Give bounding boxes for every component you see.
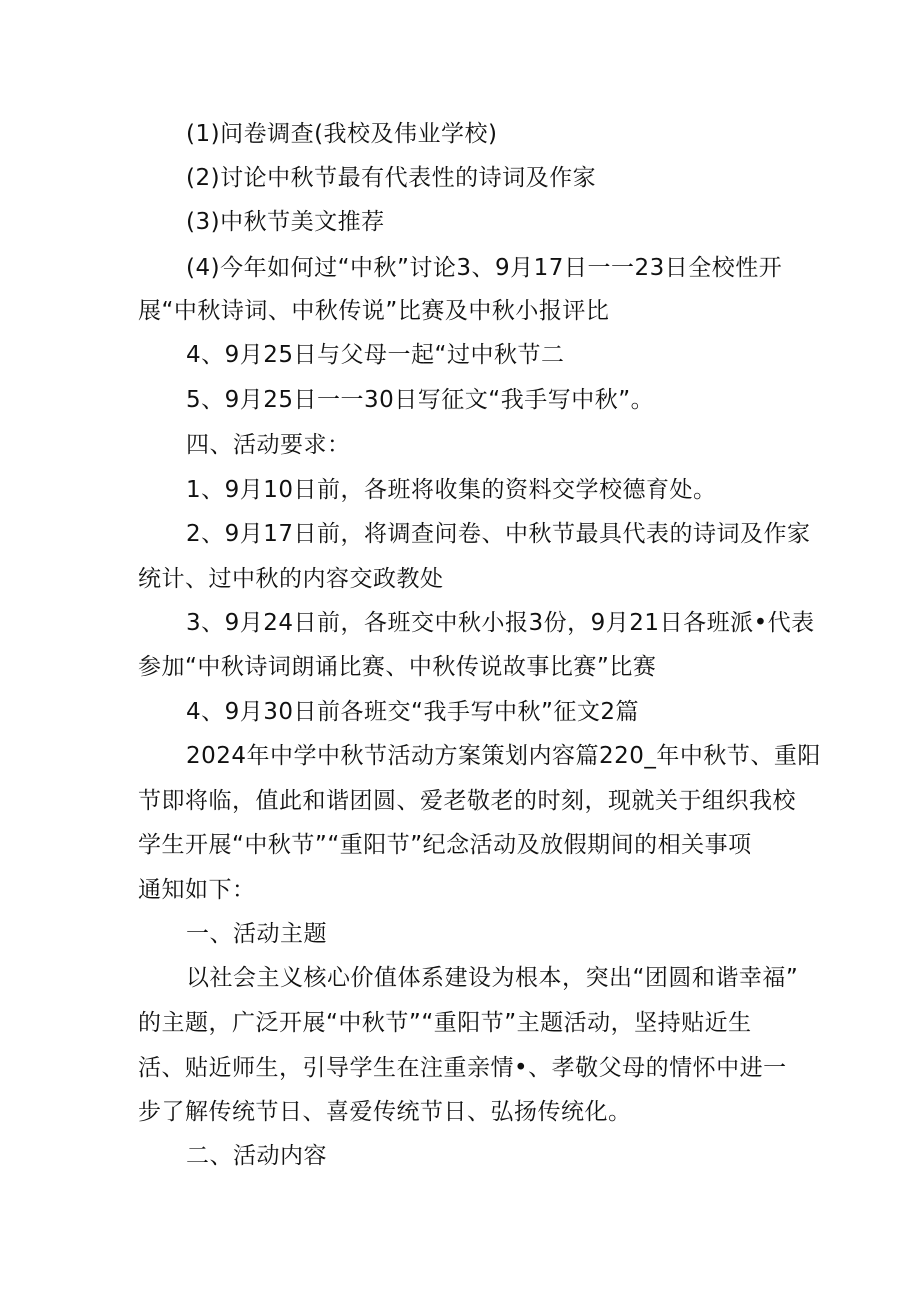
text-line: (2)讨论中秋节最有代表性的诗词及作家 [186,165,597,191]
text-line: 参加“中秋诗词朗诵比赛、中秋传说故事比赛”比赛 [138,654,657,680]
text-line: 2024年中学中秋节活动方案策划内容篇220_年中秋节、重阳 [186,743,821,769]
text-line: 4、9月30日前各班交“我手写中秋”征文2篇 [186,699,639,725]
section-heading: 四、活动要求： [186,432,351,458]
section-heading: 二、活动内容 [186,1143,327,1169]
section-heading: 一、活动主题 [186,921,327,947]
text-line: 活、贴近师生，引导学生在注重亲情•、孝敬父母的情怀中进一 [138,1055,787,1081]
text-line: 展“中秋诗词、中秋传说”比赛及中秋小报评比 [138,298,610,324]
text-line: (4)今年如何过“中秋”讨论3、9月17日一一23日全校性开 [186,255,783,281]
text-line: 3、9月24日前，各班交中秋小报3份，9月21日各班派•代表 [186,610,815,636]
text-line: 以社会主义核心价值体系建设为根本，突出“团圆和谐幸福” [186,965,799,991]
text-line: (1)问卷调查(我校及伟业学校) [186,121,498,147]
text-line: (3)中秋节美文推荐 [186,209,385,235]
text-line: 学生开展“中秋节”“重阳节”纪念活动及放假期间的相关事项 [138,832,752,858]
text-line: 的主题，广泛开展“中秋节”“重阳节”主题活动，坚持贴近生 [138,1010,752,1036]
text-line: 步了解传统节日、喜爱传统节日、弘扬传统化。 [138,1099,632,1125]
text-line: 5、9月25日一一30日写征文“我手写中秋”。 [186,387,655,413]
text-line: 通知如下： [138,877,256,903]
text-line: 4、9月25日与父母一起“过中秋节二 [186,342,565,368]
text-line: 统计、过中秋的内容交政教处 [138,566,444,592]
text-line: 2、9月17日前，将调查问卷、中秋节最具代表的诗词及作家 [186,521,811,547]
text-line: 节即将临，值此和谐团圆、爱老敬老的时刻，现就关于组织我校 [138,788,796,814]
text-line: 1、9月10日前，各班将收集的资料交学校德育处。 [186,477,717,503]
